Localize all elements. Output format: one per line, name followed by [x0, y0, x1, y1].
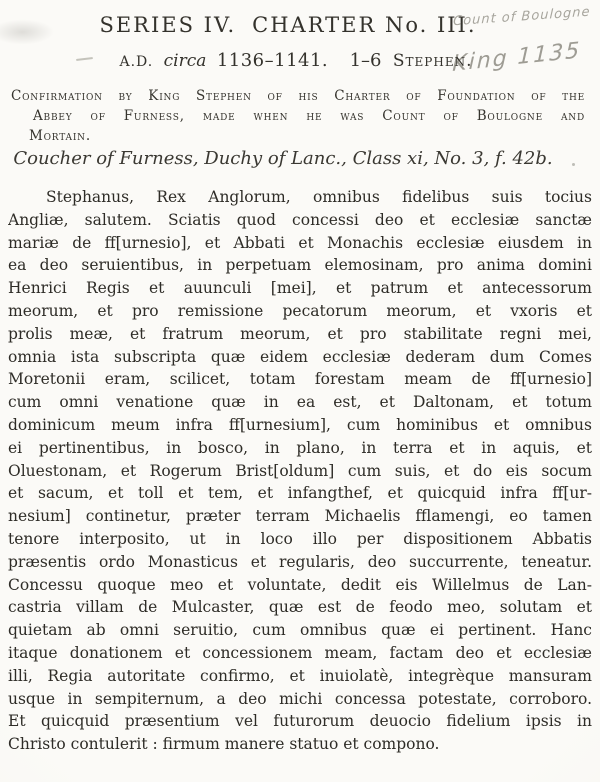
- heading-line: Abbey of Furness, made when he was Count of Boulogne and: [33, 108, 585, 124]
- regnal-years: 1–6: [349, 50, 382, 71]
- body-line: Et quicquid præsentium vel futurorum deuocio fidelium ipsis in: [8, 712, 592, 731]
- handwritten-annotation-king-date: King 1135: [451, 38, 582, 77]
- body-line: Stephanus, Rex Anglorum, omnibus fidelibus suis tocius: [46, 188, 592, 206]
- body-line: Moretonii eram, scilicet, totam forestam meam de ff[urnesio]: [8, 370, 592, 389]
- body-line: præsentis ordo Monasticus et regularis, deo succurrente, teneatur.: [8, 552, 592, 571]
- handwritten-annotation-count: Count of Boulogne: [452, 4, 591, 30]
- body-line: illi, Regia autoritate confirmo, et inuiolatè, integrèque mansuram: [8, 666, 592, 685]
- stray-ink-dot: [572, 163, 575, 166]
- body-line: nesium] continetur, præter terram Michaelis fflamengi, eo tamen: [8, 507, 592, 526]
- body-line: omnia ista subscripta quæ eidem ecclesiæ dederam dum Comes: [8, 347, 592, 366]
- body-line: meorum, et pro remissione pecatorum meorum, et vxoris et: [8, 301, 592, 320]
- body-line: Angliæ, salutem. Sciatis quod concessi deo et ecclesiæ sanctæ: [8, 210, 592, 229]
- king-name: Stephen.: [392, 51, 473, 71]
- circa-label: circa: [163, 51, 207, 71]
- body-line: mariæ de ff[urnesio], et Abbati et Monachis ecclesiæ eiusdem in: [8, 233, 592, 252]
- body-line: itaque donationem et concessionem meam, factam deo et ecclesiæ: [8, 643, 592, 662]
- body-line: Concessu quoque meo et voluntate, dedit eis Willelmus de Lan-: [8, 575, 592, 594]
- body-line: tenore interposito, ut in loco illo per dispositionem Abbatis: [8, 529, 592, 548]
- body-line: ea deo seruientibus, in perpetuam elemosinam, pro anima domini: [8, 256, 592, 275]
- body-line: Oluestonam, et Rogerum Brist[oldum] cum suis, et do eis socum: [8, 461, 592, 480]
- heading-line: Confirmation by King Stephen of his Charter of Foundation of the: [11, 88, 585, 104]
- body-line: usque in sempiternum, a deo michi concessa potestate, corroboro.: [8, 689, 592, 708]
- body-line: castria villam de Mulcaster, quæ est de feodo meo, solutam et: [8, 598, 592, 617]
- series-label: SERIES IV.: [99, 13, 237, 37]
- ad-label: A.D.: [119, 54, 154, 70]
- year-range: 1136–1141.: [216, 50, 329, 71]
- manuscript-source-citation: Coucher of Furness, Duchy of Lanc., Class xi, No. 3, f. 42b.: [13, 148, 553, 169]
- body-line: prolis meæ, et fratrum meorum, et pro stabilitate regni mei,: [8, 324, 592, 343]
- body-line: dominicum meum infra ff[urnesium], cum hominibus et omnibus: [8, 415, 592, 434]
- dateline: [0, 50, 592, 71]
- body-line: quietam ab omni seruitio, cum omnibus quæ ei pertinent. Hanc: [8, 621, 592, 640]
- body-line: ei pertinentibus, in bosco, in plano, in terra et in aquis, et: [8, 438, 592, 457]
- charter-body-text: [8, 186, 592, 756]
- body-line: Christo contulerit : firmum manere statuo et compono.: [8, 735, 440, 754]
- charter-number-label: CHARTER No. III.: [252, 13, 477, 37]
- body-line: et sacum, et toll et tem, et infangthef, et quicquid infra ff[ur-: [8, 484, 592, 503]
- body-line: Henrici Regis et auunculi [mei], et patrum et antecessorum: [8, 279, 592, 298]
- charter-heading: [11, 86, 585, 146]
- heading-line: Mortain.: [29, 128, 91, 144]
- body-line: cum omni venatione quæ in ea est, et Daltonam, et totum: [8, 393, 592, 412]
